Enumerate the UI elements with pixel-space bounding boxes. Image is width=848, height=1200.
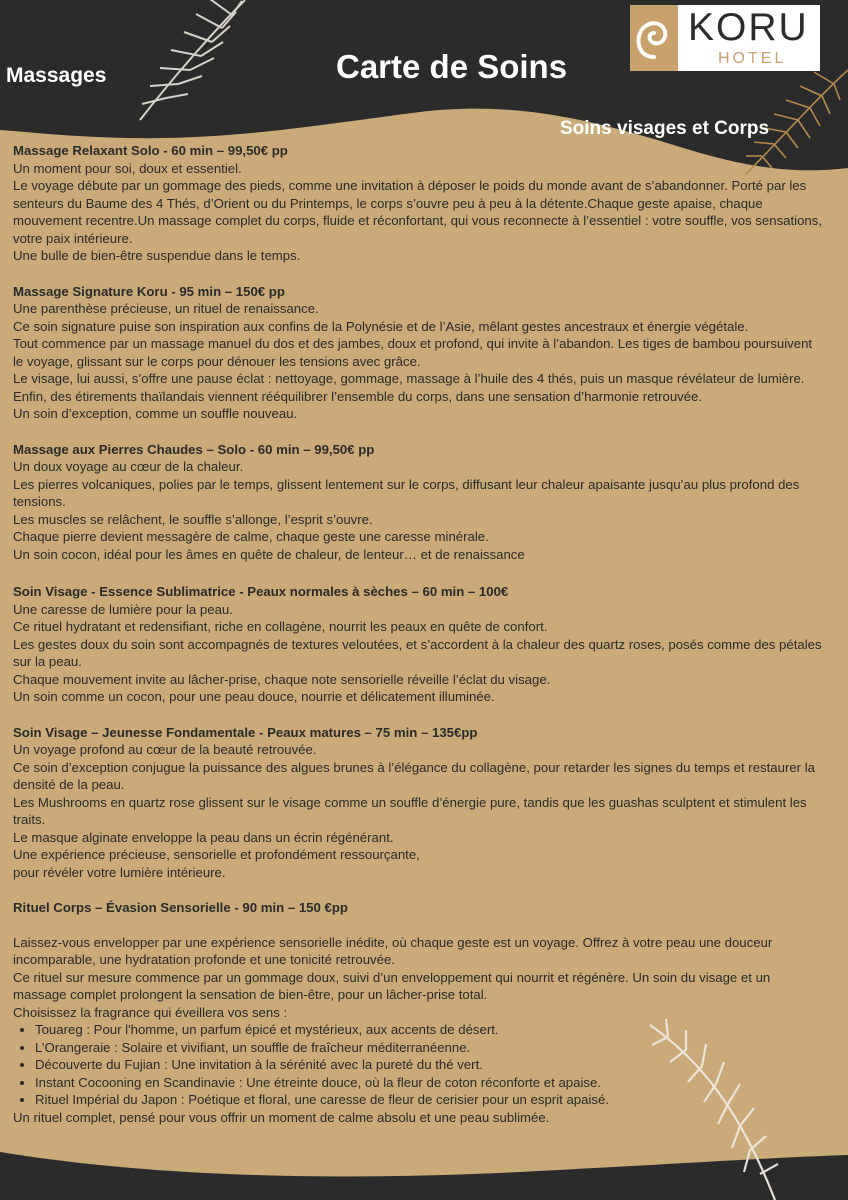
service-section	[13, 724, 825, 882]
service-line: Une parenthèse précieuse, un rituel de renaissance.	[13, 301, 319, 316]
service-line: Chaque mouvement invite au lâcher-prise, chaque note sensorielle réveille l’éclat du visage.	[13, 671, 551, 687]
service-title: Massage aux Pierres Chaudes – Solo - 60 min – 99,50€ pp	[13, 441, 375, 457]
service-line: Un voyage profond au cœur de la beauté retrouvée.	[13, 742, 317, 757]
service-section	[13, 441, 825, 564]
bottom-wave-band	[0, 1152, 848, 1200]
service-title: Soin Visage – Jeunesse Fondamentale - Peaux matures – 75 min – 135€pp	[13, 724, 478, 740]
soins-heading: Soins visages et Corps	[560, 118, 770, 139]
service-line: pour révéler votre lumière intérieure.	[13, 864, 226, 880]
list-item: • L’Orangeraie : Solaire et vivifiant, un souffle de fraîcheur méditerranéenne.	[35, 1039, 825, 1057]
service-line: Un doux voyage au cœur de la chaleur.	[13, 459, 244, 474]
service-title: Massage Signature Koru - 95 min – 150€ pp	[13, 283, 285, 299]
list-item: • Découverte du Fujian : Une invitation à la sérénité avec la pureté du thé vert.	[35, 1056, 825, 1074]
service-section	[13, 142, 825, 265]
service-line: Une expérience précieuse, sensorielle et profondément ressourçante,	[13, 847, 420, 862]
service-line: Laissez-vous envelopper par une expérience sensorielle inédite, où chaque geste est un voyage. Offrez à votre peau une douceur incomparable, une hydratation profonde et une tonicité retrouvée.	[13, 934, 773, 967]
service-line: Ce soin signature puise son inspiration aux confins de la Polynésie et de l’Asie, mêlant gestes ancestraux et énergie végétale.	[13, 318, 749, 334]
list-item: • Rituel Impérial du Japon : Poétique et floral, une caresse de fleur de cerisier pour un esprit apaisé.	[35, 1091, 825, 1109]
service-title: Rituel Corps – Évasion Sensorielle - 90 min – 150 €pp	[13, 900, 348, 915]
care-menu	[13, 142, 825, 1144]
logo-subtitle: HOTEL	[718, 50, 787, 67]
massages-heading: Massages	[6, 64, 107, 87]
service-line: Les muscles se relâchent, le souffle s’allonge, l’esprit s’ouvre.	[13, 511, 373, 527]
service-closing: Un rituel complet, pensé pour vous offrir un moment de calme absolu et une peau sublimée.	[13, 1109, 550, 1125]
service-line: Une bulle de bien-être suspendue dans le temps.	[13, 248, 301, 263]
list-item: • Instant Cocooning en Scandinavie : Une étreinte douce, où la fleur de coton réconforte et apaise.	[35, 1074, 825, 1092]
service-section	[13, 583, 825, 706]
list-item: • Touareg : Pour l'homme, un parfum épicé et mystérieux, aux accents de désert.	[35, 1021, 825, 1039]
service-line: Tout commence par un massage manuel du dos et des jambes, doux et profond, qui invite à l’abandon. Les tiges de bambou poursuivent le voyage, glissant sur le corps pour dénouer les tensions avec grâce.	[13, 336, 813, 369]
service-line: Ce rituel hydratant et redensifiant, riche en collagène, nourrit les peaux en quête de confort.	[13, 619, 548, 634]
service-line: Ce rituel sur mesure commence par un gommage doux, suivi d’un enveloppement qui nourrit et régénère. Un soin du visage et un massage complet prolongent la sensation de bien-être, pour un lâcher-prise total.	[13, 969, 771, 1002]
page-title: Carte de Soins	[336, 48, 568, 85]
fragrance-list	[13, 1021, 825, 1109]
service-line: Le visage, lui aussi, s’offre une pause éclat : nettoyage, gommage, massage à l’huile des 4 thés, puis un masque révélateur de lumière.	[13, 371, 805, 386]
service-line: Un soin d’exception, comme un souffle nouveau.	[13, 406, 298, 421]
spacer	[13, 917, 825, 934]
service-line: Chaque pierre devient messagère de calme, chaque geste une caresse minérale.	[13, 529, 489, 544]
service-line: Enfin, des étirements thaïlandais viennent rééquilibrer l’ensemble du corps, dans une sensation d’harmonie retrouvée.	[13, 388, 703, 404]
service-title: Soin Visage - Essence Sublimatrice - Peaux normales à sèches – 60 min – 100€	[13, 584, 509, 599]
service-line: Un soin comme un cocon, pour une peau douce, nourrie et délicatement illuminée.	[13, 689, 495, 704]
logo-word: KORU	[688, 6, 809, 49]
service-section	[13, 283, 825, 423]
service-line: Les gestes doux du soin sont accompagnés de textures veloutées, et s’accordent à la chaleur des quartz roses, posés comme des pétales sur la peau.	[13, 636, 822, 669]
service-line: Le masque alginate enveloppe la peau dans un écrin régénérant.	[13, 829, 394, 845]
service-line: Une caresse de lumière pour la peau.	[13, 601, 233, 617]
koru-spiral-icon	[630, 5, 678, 71]
service-line: Les Mushrooms en quartz rose glissent sur le visage comme un souffle d’énergie pure, tandis que les guashas sculptent et stimulent les traits.	[13, 794, 807, 827]
service-line: Les pierres volcaniques, polies par le temps, glissent lentement sur le corps, diffusant leur chaleur apaisante jusqu’au plus profond des tensions.	[13, 476, 800, 509]
service-line: Choisissez la fragrance qui éveillera vos sens :	[13, 1004, 288, 1020]
service-title: Massage Relaxant Solo - 60 min – 99,50€ pp	[13, 143, 288, 158]
service-section	[13, 899, 825, 1126]
service-line: Le voyage débute par un gommage des pieds, comme une invitation à déposer le poids du monde avant de s’abandonner. Porté par les senteurs du Baume des 4 Thés, d’Orient ou du Printemps, le corps s’ouvre peu à peu à la détente.Chaque geste apaise, chaque mouvement recentre.Un massage complet du corps, fluide et réconfortant, qui vous reconnecte à l’essentiel : votre souffle, vos sensations, votre paix intérieure.	[13, 178, 823, 246]
service-line: Un moment pour soi, doux et essentiel.	[13, 160, 242, 176]
service-line: Ce soin d’exception conjugue la puissance des algues brunes à l’élégance du collagène, pour retarder les signes du temps et restaurer la densité de la peau.	[13, 759, 816, 792]
service-line: Un soin cocon, idéal pour les âmes en quête de chaleur, de lenteur… et de renaissance	[13, 546, 525, 562]
koru-hotel-logo	[630, 5, 820, 71]
